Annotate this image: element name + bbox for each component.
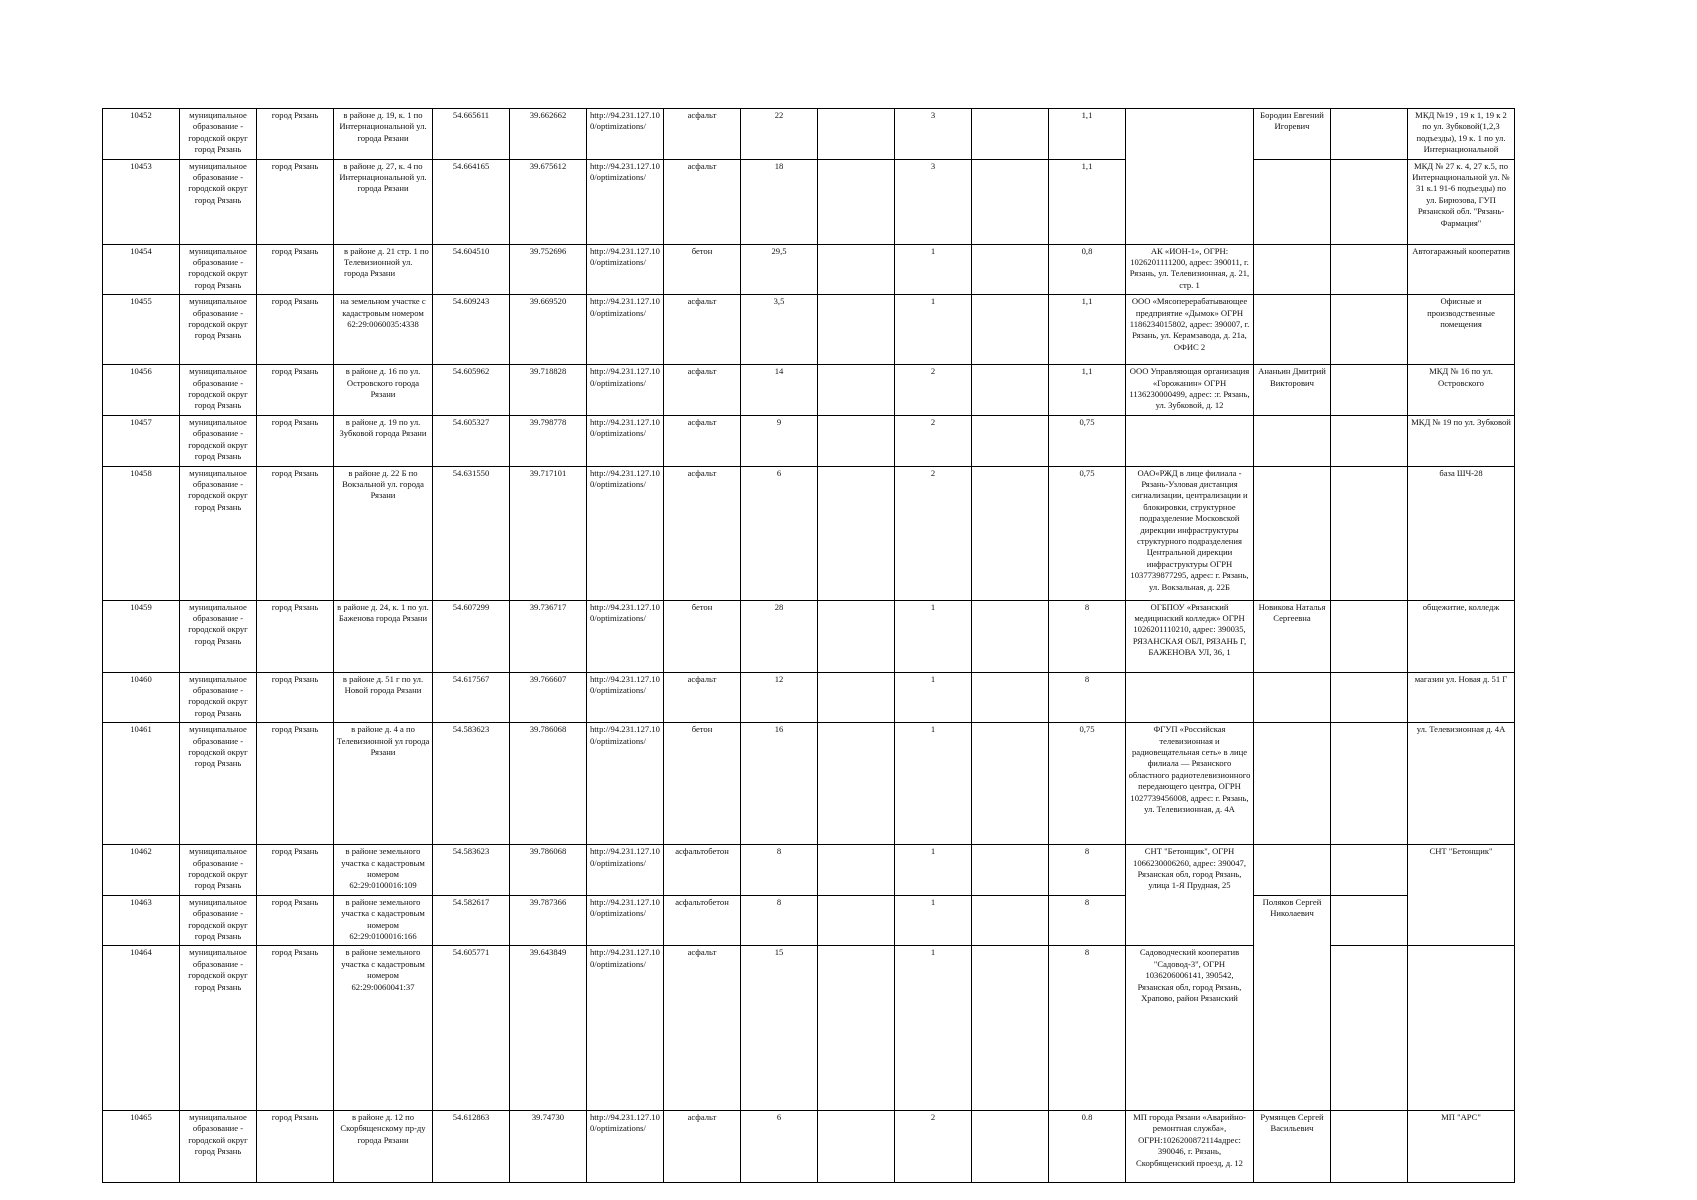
- surface-type-cell: асфальт: [664, 672, 741, 723]
- table-row: [103, 600, 1515, 672]
- id-cell: 10459: [103, 600, 180, 672]
- area-cell: 28: [741, 600, 818, 672]
- map-link[interactable]: http://94.231.127.100/optimizations/: [587, 1111, 664, 1183]
- municipality-cell: муниципальное образование - городской округ город Рязань: [180, 415, 257, 466]
- address-cell: на земельном участке с кадастровым номером 62:29:0060035:4338: [334, 295, 433, 365]
- latitude-cell: 54.583623: [433, 723, 510, 845]
- map-link[interactable]: http://94.231.127.100/optimizations/: [587, 672, 664, 723]
- empty-cell: [972, 244, 1049, 295]
- empty-cell: [1331, 1111, 1408, 1183]
- address-cell: в районе земельного участка с кадастровым номером 62:29:0060041:37: [334, 946, 433, 1111]
- container-count-cell: 1: [895, 672, 972, 723]
- latitude-cell: 54.582617: [433, 895, 510, 946]
- container-count-cell: 3: [895, 159, 972, 244]
- table-row: [103, 466, 1515, 600]
- empty-cell: [1331, 466, 1408, 600]
- area-cell: 16: [741, 723, 818, 845]
- municipality-cell: муниципальное образование - городской округ город Рязань: [180, 365, 257, 416]
- container-volume-cell: 0,8: [1049, 244, 1126, 295]
- latitude-cell: 54.617567: [433, 672, 510, 723]
- contact-person-cell: [1254, 244, 1331, 295]
- area-cell: 15: [741, 946, 818, 1111]
- empty-cell: [818, 946, 895, 1111]
- settlement-cell: город Рязань: [257, 244, 334, 295]
- served-objects-cell: Автогаражный кооператив: [1408, 244, 1515, 295]
- area-cell: 6: [741, 1111, 818, 1183]
- latitude-cell: 54.605962: [433, 365, 510, 416]
- id-cell: 10464: [103, 946, 180, 1111]
- empty-cell: [1331, 723, 1408, 845]
- latitude-cell: 54.612863: [433, 1111, 510, 1183]
- settlement-cell: город Рязань: [257, 946, 334, 1111]
- empty-cell: [972, 365, 1049, 416]
- contact-person-cell: Поляков Сергей Николаевич: [1254, 895, 1331, 1110]
- contact-person-cell: [1254, 672, 1331, 723]
- area-cell: 8: [741, 845, 818, 896]
- empty-cell: [972, 295, 1049, 365]
- longitude-cell: 39.736717: [510, 600, 587, 672]
- id-cell: 10465: [103, 1111, 180, 1183]
- settlement-cell: город Рязань: [257, 415, 334, 466]
- empty-cell: [818, 295, 895, 365]
- surface-type-cell: асфальт: [664, 1111, 741, 1183]
- surface-type-cell: асфальт: [664, 365, 741, 416]
- id-cell: 10453: [103, 159, 180, 244]
- settlement-cell: город Рязань: [257, 600, 334, 672]
- map-link[interactable]: http://94.231.127.100/optimizations/: [587, 109, 664, 160]
- area-cell: 12: [741, 672, 818, 723]
- map-link[interactable]: http://94.231.127.100/optimizations/: [587, 600, 664, 672]
- container-volume-cell: 8: [1049, 895, 1126, 946]
- longitude-cell: 39.766607: [510, 672, 587, 723]
- area-cell: 3,5: [741, 295, 818, 365]
- owner-cell: АК «ИОН-1», ОГРН: 1026201111200, адрес: 390011, г. Рязань, ул. Телевизионная, д. 21, стр. 1: [1126, 244, 1254, 295]
- empty-cell: [972, 466, 1049, 600]
- container-volume-cell: 0,75: [1049, 723, 1126, 845]
- settlement-cell: город Рязань: [257, 365, 334, 416]
- empty-cell: [1331, 600, 1408, 672]
- latitude-cell: 54.664165: [433, 159, 510, 244]
- empty-cell: [972, 415, 1049, 466]
- address-cell: в районе земельного участка с кадастровым номером 62:29:0100016:109: [334, 845, 433, 896]
- settlement-cell: город Рязань: [257, 895, 334, 946]
- municipality-cell: муниципальное образование - городской округ город Рязань: [180, 244, 257, 295]
- longitude-cell: 39.786068: [510, 723, 587, 845]
- contact-person-cell: [1254, 466, 1331, 600]
- longitude-cell: 39.643849: [510, 946, 587, 1111]
- container-volume-cell: 8: [1049, 600, 1126, 672]
- address-cell: в районе д. 51 г по ул. Новой города Рязани: [334, 672, 433, 723]
- area-cell: 6: [741, 466, 818, 600]
- served-objects-cell: общежитие, колледж: [1408, 600, 1515, 672]
- empty-cell: [818, 466, 895, 600]
- municipality-cell: муниципальное образование - городской округ город Рязань: [180, 600, 257, 672]
- area-cell: 29,5: [741, 244, 818, 295]
- served-objects-cell: СНТ "Бетонщик": [1408, 845, 1515, 946]
- waste-site-registry-table: [102, 108, 1515, 1183]
- empty-cell: [818, 895, 895, 946]
- empty-cell: [1408, 946, 1515, 1111]
- empty-cell: [818, 723, 895, 845]
- address-cell: в районе д. 12 по Скорбященскому пр-ду города Рязани: [334, 1111, 433, 1183]
- area-cell: 22: [741, 109, 818, 160]
- empty-cell: [972, 1111, 1049, 1183]
- contact-person-cell: [1331, 946, 1408, 1111]
- municipality-cell: муниципальное образование - городской округ город Рязань: [180, 946, 257, 1111]
- empty-cell: [972, 672, 1049, 723]
- container-volume-cell: 0,75: [1049, 466, 1126, 600]
- empty-cell: [818, 845, 895, 896]
- latitude-cell: 54.665611: [433, 109, 510, 160]
- longitude-cell: 39.662662: [510, 109, 587, 160]
- settlement-cell: город Рязань: [257, 723, 334, 845]
- served-objects-cell: МП "АРС": [1408, 1111, 1515, 1183]
- served-objects-cell: база ШЧ-28: [1408, 466, 1515, 600]
- surface-type-cell: асфальт: [664, 295, 741, 365]
- owner-cell: ФГУП «Российская телевизионная и радиовещательная сеть» в лице филиала — Рязанского областного радиотелевизионного передающего центра, ОГРН 1027739456008, адрес: г. Рязань, ул. Телевизионная, д. 4А: [1126, 723, 1254, 845]
- id-cell: 10455: [103, 295, 180, 365]
- surface-type-cell: асфальтобетон: [664, 845, 741, 896]
- table-row: [103, 672, 1515, 723]
- surface-type-cell: бетон: [664, 600, 741, 672]
- container-volume-cell: 8: [1049, 946, 1126, 1111]
- empty-cell: [972, 159, 1049, 244]
- empty-cell: [818, 1111, 895, 1183]
- empty-cell: [1331, 109, 1408, 160]
- surface-type-cell: асфальт: [664, 159, 741, 244]
- container-volume-cell: 0.8: [1049, 1111, 1126, 1183]
- latitude-cell: 54.607299: [433, 600, 510, 672]
- latitude-cell: 54.609243: [433, 295, 510, 365]
- longitude-cell: 39.786068: [510, 845, 587, 896]
- served-objects-cell: МКД №19 , 19 к 1, 19 к 2 по ул. Зубковой(1,2,3 подъезды), 19 к. 1 по ул. Интернациональной: [1408, 109, 1515, 160]
- municipality-cell: муниципальное образование - городской округ город Рязань: [180, 672, 257, 723]
- map-link[interactable]: http://94.231.127.100/optimizations/: [587, 466, 664, 600]
- table-row: [103, 895, 1515, 946]
- id-cell: 10456: [103, 365, 180, 416]
- container-count-cell: 2: [895, 365, 972, 416]
- table-row: [103, 159, 1515, 244]
- served-objects-cell: ул. Телевизионная д. 4А: [1408, 723, 1515, 845]
- contact-person-cell: Ананьин Дмитрий Викторович: [1254, 365, 1331, 416]
- table-body: [103, 109, 1515, 1183]
- surface-type-cell: асфальтобетон: [664, 895, 741, 946]
- map-link[interactable]: http://94.231.127.100/optimizations/: [587, 845, 664, 896]
- map-link[interactable]: http://94.231.127.100/optimizations/: [587, 244, 664, 295]
- owner-cell: ОГБПОУ «Рязанский медицинский колледж» ОГРН 1026201110210, адрес: 390035, РЯЗАНСКАЯ ОБЛ, РЯЗАНЬ Г, БАЖЕНОВА УЛ, 36, 1: [1126, 600, 1254, 672]
- map-link[interactable]: http://94.231.127.100/optimizations/: [587, 895, 664, 946]
- empty-cell: [1331, 895, 1408, 946]
- empty-cell: [972, 600, 1049, 672]
- surface-type-cell: бетон: [664, 723, 741, 845]
- table-row: [103, 723, 1515, 845]
- contact-person-cell: [1254, 159, 1331, 244]
- container-volume-cell: 1,1: [1049, 109, 1126, 160]
- container-volume-cell: 1,1: [1049, 295, 1126, 365]
- surface-type-cell: асфальт: [664, 466, 741, 600]
- table-row: [103, 109, 1515, 160]
- map-link[interactable]: http://94.231.127.100/optimizations/: [587, 159, 664, 244]
- id-cell: 10452: [103, 109, 180, 160]
- contact-person-cell: [1254, 415, 1331, 466]
- map-link[interactable]: http://94.231.127.100/optimizations/: [587, 415, 664, 466]
- id-cell: 10457: [103, 415, 180, 466]
- map-link[interactable]: http://94.231.127.100/optimizations/: [587, 946, 664, 1111]
- longitude-cell: 39.74730: [510, 1111, 587, 1183]
- map-link[interactable]: http://94.231.127.100/optimizations/: [587, 295, 664, 365]
- longitude-cell: 39.717101: [510, 466, 587, 600]
- table-row: [103, 845, 1515, 896]
- empty-cell: [1331, 159, 1408, 244]
- longitude-cell: 39.669520: [510, 295, 587, 365]
- table-row: [103, 244, 1515, 295]
- municipality-cell: муниципальное образование - городской округ город Рязань: [180, 295, 257, 365]
- settlement-cell: город Рязань: [257, 159, 334, 244]
- container-count-cell: 1: [895, 244, 972, 295]
- container-count-cell: 2: [895, 466, 972, 600]
- municipality-cell: муниципальное образование - городской округ город Рязань: [180, 466, 257, 600]
- container-volume-cell: 0,75: [1049, 415, 1126, 466]
- settlement-cell: город Рязань: [257, 295, 334, 365]
- municipality-cell: муниципальное образование - городской округ город Рязань: [180, 723, 257, 845]
- map-link[interactable]: http://94.231.127.100/optimizations/: [587, 365, 664, 416]
- settlement-cell: город Рязань: [257, 1111, 334, 1183]
- served-objects-cell: МКД № 16 по ул. Островского: [1408, 365, 1515, 416]
- id-cell: 10458: [103, 466, 180, 600]
- owner-cell: МП города Рязани «Аварийно-ремонтная служба», ОГРН:1026200872114адрес: 390046, г. Рязань, Скорбященский проезд, д. 12: [1126, 1111, 1254, 1183]
- container-volume-cell: 1,1: [1049, 159, 1126, 244]
- address-cell: в районе д. 19 по ул. Зубковой города Рязани: [334, 415, 433, 466]
- table-row: [103, 295, 1515, 365]
- address-cell: в районе д. 27, к. 4 по Интернациональной ул. города Рязани: [334, 159, 433, 244]
- owner-cell: СНТ "Бетонщик", ОГРН 1066230006260, адрес: 390047, Рязанская обл, город Рязань, улица 1-Я Прудная, 25: [1126, 845, 1254, 946]
- contact-person-cell: [1254, 723, 1331, 845]
- settlement-cell: город Рязань: [257, 672, 334, 723]
- longitude-cell: 39.675612: [510, 159, 587, 244]
- id-cell: 10463: [103, 895, 180, 946]
- contact-person-cell: [1254, 845, 1331, 896]
- id-cell: 10462: [103, 845, 180, 896]
- served-objects-cell: МКД № 27 к. 4, 27 к.5, по Интернациональной ул. № 31 к.1 91-6 подъезды) по ул. Бирюзова, ГУП Рязанской обл. "Рязань-Фармация": [1408, 159, 1515, 244]
- municipality-cell: муниципальное образование - городской округ город Рязань: [180, 159, 257, 244]
- empty-cell: [972, 845, 1049, 896]
- settlement-cell: город Рязань: [257, 845, 334, 896]
- empty-cell: [1331, 244, 1408, 295]
- id-cell: 10461: [103, 723, 180, 845]
- contact-person-cell: [1254, 295, 1331, 365]
- address-cell: в районе д. 19, к. 1 по Интернациональной ул. города Рязани: [334, 109, 433, 160]
- empty-cell: [818, 244, 895, 295]
- surface-type-cell: асфальт: [664, 946, 741, 1111]
- surface-type-cell: асфальт: [664, 415, 741, 466]
- served-objects-cell: Офисные и производственные помещения: [1408, 295, 1515, 365]
- empty-cell: [972, 946, 1049, 1111]
- latitude-cell: 54.631550: [433, 466, 510, 600]
- address-cell: в районе земельного участка с кадастровым номером 62:29:0100016:166: [334, 895, 433, 946]
- empty-cell: [818, 415, 895, 466]
- address-cell: в районе д. 4 а по Телевизионной ул города Рязани: [334, 723, 433, 845]
- container-volume-cell: 8: [1049, 845, 1126, 896]
- empty-cell: [818, 672, 895, 723]
- container-count-cell: 2: [895, 415, 972, 466]
- longitude-cell: 39.798778: [510, 415, 587, 466]
- served-objects-cell: магазин ул. Новая д. 51 Г: [1408, 672, 1515, 723]
- empty-cell: [1331, 672, 1408, 723]
- served-objects-cell: МКД № 19 по ул. Зубковой: [1408, 415, 1515, 466]
- empty-cell: [1331, 295, 1408, 365]
- empty-cell: [818, 365, 895, 416]
- owner-cell: ОАО«РЖД в лице филиала - Рязань-Узловая дистанция сигнализации, централизации и блокировки, структурное подразделение Московской дирекции инфраструктуры структурного подразделения Центральной дирекции инфраструктуры ОГРН 1037739877295, адрес: г. Рязань, ул. Вокзальная, д. 22Б: [1126, 466, 1254, 600]
- empty-cell: [972, 723, 1049, 845]
- address-cell: в районе д. 16 по ул. Островского города Рязани: [334, 365, 433, 416]
- empty-cell: [1331, 845, 1408, 896]
- empty-cell: [972, 895, 1049, 946]
- latitude-cell: 54.583623: [433, 845, 510, 896]
- owner-cell: Садоводческий кооператив "Садовод-3", ОГРН 1036206006141, 390542, Рязанская обл, город Рязань, Храпово, район Рязанский: [1126, 946, 1254, 1111]
- empty-cell: [1331, 415, 1408, 466]
- owner-cell: [1126, 109, 1254, 245]
- area-cell: 8: [741, 895, 818, 946]
- surface-type-cell: асфальт: [664, 109, 741, 160]
- container-count-cell: 1: [895, 845, 972, 896]
- empty-cell: [818, 109, 895, 160]
- owner-cell: ООО «Мясоперерабатывающее предприятие «Дымок» ОГРН 1186234015802, адрес: 390007, г. Рязань, ул. Керамзавода, д. 21а, ОФИС 2: [1126, 295, 1254, 365]
- empty-cell: [1331, 365, 1408, 416]
- container-count-cell: 1: [895, 723, 972, 845]
- contact-person-cell: Новикова Наталья Сергеевна: [1254, 600, 1331, 672]
- container-count-cell: 1: [895, 295, 972, 365]
- container-volume-cell: 1,1: [1049, 365, 1126, 416]
- owner-cell: [1126, 415, 1254, 466]
- municipality-cell: муниципальное образование - городской округ город Рязань: [180, 895, 257, 946]
- surface-type-cell: бетон: [664, 244, 741, 295]
- container-count-cell: 1: [895, 895, 972, 946]
- container-count-cell: 3: [895, 109, 972, 160]
- container-count-cell: 1: [895, 600, 972, 672]
- area-cell: 14: [741, 365, 818, 416]
- municipality-cell: муниципальное образование - городской округ город Рязань: [180, 1111, 257, 1183]
- table-row: [103, 365, 1515, 416]
- container-count-cell: 2: [895, 1111, 972, 1183]
- area-cell: 9: [741, 415, 818, 466]
- contact-person-cell: Румянцев Сергей Васильевич: [1254, 1111, 1331, 1183]
- latitude-cell: 54.605771: [433, 946, 510, 1111]
- longitude-cell: 39.718828: [510, 365, 587, 416]
- contact-person-cell: Бородин Евгений Игоревич: [1254, 109, 1331, 160]
- municipality-cell: муниципальное образование - городской округ город Рязань: [180, 109, 257, 160]
- table-row: [103, 415, 1515, 466]
- area-cell: 18: [741, 159, 818, 244]
- id-cell: 10454: [103, 244, 180, 295]
- container-volume-cell: 8: [1049, 672, 1126, 723]
- municipality-cell: муниципальное образование - городской округ город Рязань: [180, 845, 257, 896]
- empty-cell: [818, 600, 895, 672]
- latitude-cell: 54.604510: [433, 244, 510, 295]
- empty-cell: [818, 159, 895, 244]
- latitude-cell: 54.605327: [433, 415, 510, 466]
- address-cell: в районе д. 21 стр. 1 по Телевизионной ул. города Рязани: [334, 244, 433, 295]
- longitude-cell: 39.752696: [510, 244, 587, 295]
- address-cell: в районе д. 22 Б по Вокзальной ул. города Рязани: [334, 466, 433, 600]
- owner-cell: ООО Управляющая организация «Горожанин» ОГРН 1136230000499, адрес: :г. Рязань, ул. Зубковой, д. 12: [1126, 365, 1254, 416]
- longitude-cell: 39.787366: [510, 895, 587, 946]
- id-cell: 10460: [103, 672, 180, 723]
- owner-cell: [1126, 672, 1254, 723]
- map-link[interactable]: http://94.231.127.100/optimizations/: [587, 723, 664, 845]
- settlement-cell: город Рязань: [257, 466, 334, 600]
- table-row: [103, 1111, 1515, 1183]
- settlement-cell: город Рязань: [257, 109, 334, 160]
- empty-cell: [972, 109, 1049, 160]
- address-cell: в районе д. 24, к. 1 по ул. Баженова города Рязани: [334, 600, 433, 672]
- container-count-cell: 1: [895, 946, 972, 1111]
